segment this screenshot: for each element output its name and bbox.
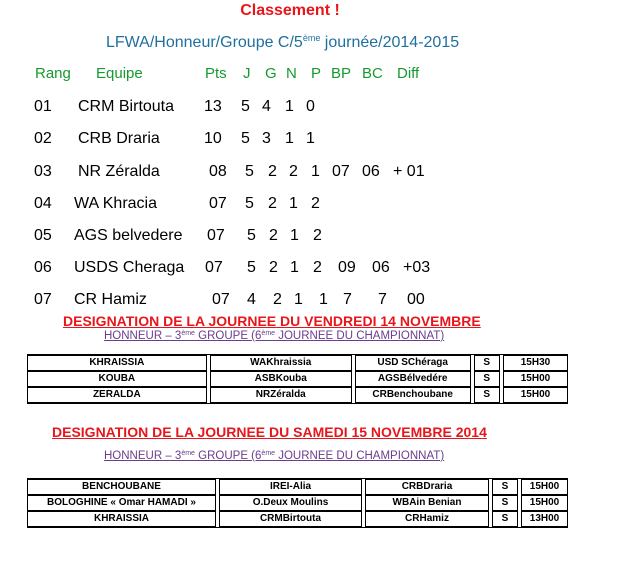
match-row	[27, 387, 568, 403]
match-time: 15H00	[521, 495, 568, 511]
groupe-sup: ème	[181, 450, 195, 457]
row-p: 2	[313, 227, 322, 244]
row-rang: 04	[34, 195, 52, 212]
match-venue: BENCHOUBANE	[27, 479, 216, 495]
row-rang: 03	[34, 163, 52, 180]
row-g: 4	[262, 98, 271, 115]
row-j: 4	[247, 291, 256, 308]
groupe-middle: GROUPE (6	[194, 330, 262, 342]
row-bc: 06	[362, 163, 380, 180]
groupe-suffix: JOURNEE DU CHAMPIONNAT)	[275, 330, 445, 342]
match-home: WAKhraissia	[210, 355, 352, 371]
groupe-middle: GROUPE (6	[194, 450, 262, 462]
match-home: IREI-Alia	[219, 479, 362, 495]
row-bp: 09	[338, 259, 356, 276]
row-pts: 07	[207, 227, 225, 244]
header-equipe: Equipe	[96, 65, 143, 82]
header-rang: Rang	[35, 65, 71, 82]
row-n: 1	[289, 195, 298, 212]
header-diff: Diff	[397, 65, 420, 82]
row-n: 1	[285, 130, 294, 147]
row-j: 5	[241, 98, 250, 115]
groupe-sup: ème	[181, 330, 195, 337]
match-time: 13H00	[521, 511, 568, 527]
match-s: S	[492, 479, 518, 495]
row-n: 1	[294, 291, 303, 308]
match-s: S	[492, 495, 518, 511]
row-equipe: WA Khracia	[74, 195, 157, 212]
designation-2-title: DESIGNATION DE LA JOURNEE DU SAMEDI 15 NOVEMBRE 2014	[52, 424, 487, 440]
match-s: S	[474, 387, 500, 403]
row-p: 1	[306, 130, 315, 147]
row-g: 2	[269, 259, 278, 276]
match-time: 15H30	[503, 355, 568, 371]
header-n: N	[286, 65, 297, 82]
row-rang: 06	[34, 259, 52, 276]
match-home: CRMBirtouta	[219, 511, 362, 527]
row-j: 5	[247, 227, 256, 244]
row-j: 5	[241, 130, 250, 147]
match-row	[27, 495, 568, 511]
row-n: 1	[285, 98, 294, 115]
row-bp: 7	[343, 291, 352, 308]
row-pts: 13	[204, 98, 222, 115]
row-p: 2	[311, 195, 320, 212]
match-row	[27, 371, 568, 387]
match-away: USD SChéraga	[355, 355, 471, 371]
designation-1-table	[27, 354, 568, 404]
subtitle-prefix: LFWA/Honneur/Groupe C/5	[106, 34, 303, 51]
row-diff: +03	[403, 259, 431, 276]
row-equipe: CRB Draria	[78, 130, 160, 147]
match-row	[27, 511, 568, 527]
row-pts: 10	[204, 130, 222, 147]
match-venue: ZERALDA	[27, 387, 207, 403]
row-g: 2	[269, 227, 278, 244]
match-home: O.Deux Moulins	[219, 495, 362, 511]
row-pts: 07	[205, 259, 223, 276]
row-equipe: AGS belvedere	[74, 227, 183, 244]
match-venue: KHRAISSIA	[27, 355, 207, 371]
groupe-sup2: ème	[261, 330, 276, 337]
row-g: 2	[268, 195, 277, 212]
row-n: 2	[289, 163, 298, 180]
match-venue: KHRAISSIA	[27, 511, 216, 527]
row-p: 1	[319, 291, 328, 308]
subtitle	[106, 33, 459, 52]
match-row	[27, 479, 568, 495]
row-rang: 07	[34, 291, 52, 308]
designation-1-groupe	[104, 330, 444, 342]
row-equipe: CRM Birtouta	[78, 98, 175, 115]
row-g: 2	[268, 163, 277, 180]
row-j: 5	[245, 163, 254, 180]
row-bc: 7	[378, 291, 387, 308]
row-diff: 00	[407, 291, 425, 308]
header-g: G	[265, 65, 277, 82]
match-row	[27, 355, 568, 371]
row-equipe: CR Hamiz	[74, 291, 147, 308]
row-bp: 07	[332, 163, 350, 180]
row-rang: 02	[34, 130, 52, 147]
row-g: 3	[262, 130, 271, 147]
header-p: P	[311, 65, 322, 82]
row-p: 2	[313, 259, 322, 276]
row-n: 1	[290, 227, 299, 244]
match-away: CRBDraria	[365, 479, 489, 495]
match-away: AGSBélvedére	[355, 371, 471, 387]
designation-2-groupe	[104, 450, 444, 462]
row-p: 1	[311, 163, 320, 180]
row-n: 1	[290, 259, 299, 276]
row-pts: 08	[209, 163, 227, 180]
match-s: S	[474, 355, 500, 371]
row-diff: + 01	[393, 163, 425, 180]
match-away: WBAin Benian	[365, 495, 489, 511]
header-bp: BP	[331, 65, 352, 82]
row-j: 5	[247, 259, 256, 276]
row-pts: 07	[212, 291, 230, 308]
match-s: S	[492, 511, 518, 527]
designation-2-table	[27, 478, 568, 528]
match-s: S	[474, 371, 500, 387]
row-rang: 01	[34, 98, 52, 115]
match-time: 15H00	[521, 479, 568, 495]
subtitle-sup: ème	[302, 33, 321, 43]
match-away: CRBenchoubane	[355, 387, 471, 403]
row-rang: 05	[34, 227, 52, 244]
header-bc: BC	[362, 65, 383, 82]
row-pts: 07	[209, 195, 227, 212]
header-j: J	[243, 65, 251, 82]
match-time: 15H00	[503, 387, 568, 403]
designation-1-title: DESIGNATION DE LA JOURNEE DU VENDREDI 14 NOVEMBRE	[63, 313, 481, 329]
groupe-prefix: HONNEUR – 3	[104, 330, 182, 342]
match-home: ASBKouba	[210, 371, 352, 387]
match-home: NRZéralda	[210, 387, 352, 403]
match-time: 15H00	[503, 371, 568, 387]
groupe-suffix: JOURNEE DU CHAMPIONNAT)	[275, 450, 445, 462]
groupe-prefix: HONNEUR – 3	[104, 450, 182, 462]
subtitle-suffix: journée/2014-2015	[320, 34, 460, 51]
header-pts: Pts	[205, 65, 227, 82]
page-title: Classement !	[240, 2, 340, 19]
match-away: CRHamiz	[365, 511, 489, 527]
row-p: 0	[306, 98, 315, 115]
match-venue: KOUBA	[27, 371, 207, 387]
row-bc: 06	[372, 259, 390, 276]
groupe-sup2: ème	[261, 450, 276, 457]
match-venue: BOLOGHINE « Omar HAMADI »	[27, 495, 216, 511]
row-j: 5	[245, 195, 254, 212]
row-equipe: USDS Cheraga	[74, 259, 185, 276]
row-equipe: NR Zéralda	[78, 163, 160, 180]
row-g: 2	[273, 291, 282, 308]
